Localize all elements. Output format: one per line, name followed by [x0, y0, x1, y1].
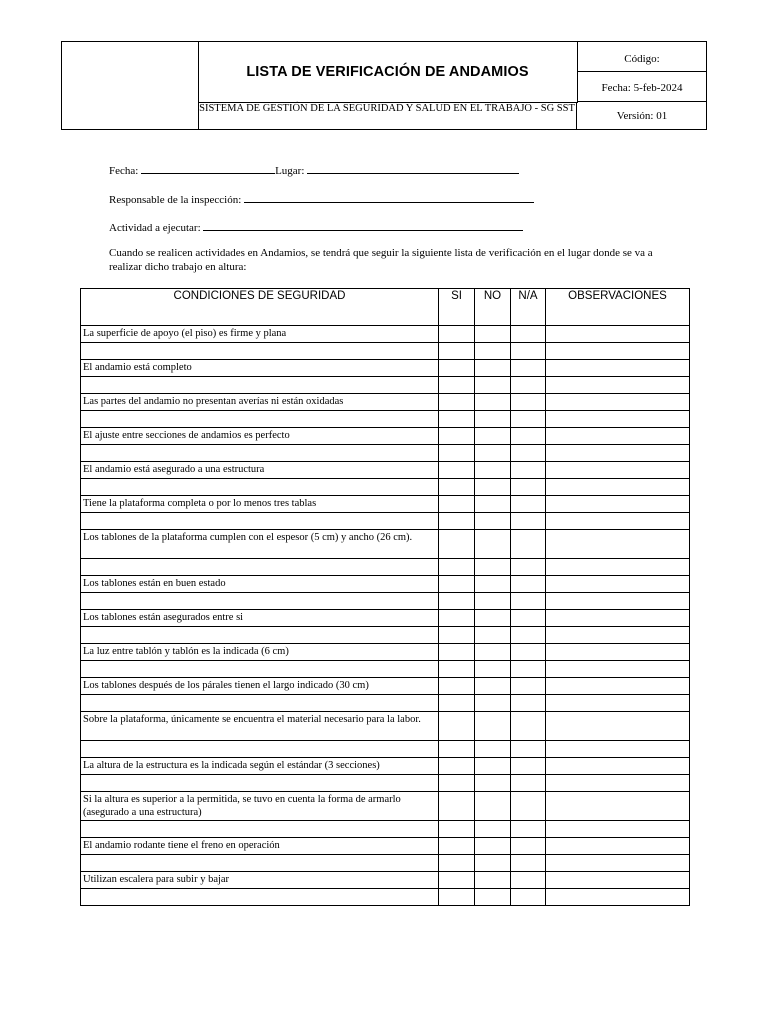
si-cell[interactable] [439, 530, 475, 559]
condition-text: Si la altura es superior a la permitida, se tuvo en cuenta la forma de armarlo (asegurado a una estructura) [81, 792, 439, 821]
condition-text: Las partes del andamio no presentan averías ni están oxidadas [81, 394, 439, 411]
observaciones-extra-cell[interactable] [546, 889, 690, 906]
lugar-input-line[interactable] [307, 163, 519, 174]
no-extra-cell[interactable] [475, 889, 511, 906]
observaciones-extra-cell[interactable] [546, 855, 690, 872]
no-cell[interactable] [475, 530, 511, 559]
document-subtitle: SISTEMA DE GESTIÓN DE LA SEGURIDAD Y SALUD EN EL TRABAJO - SG SST [198, 102, 577, 129]
no-extra-cell[interactable] [475, 695, 511, 712]
condition-extra-cell[interactable] [81, 445, 439, 462]
na-cell[interactable] [511, 644, 546, 661]
na-extra-cell[interactable] [511, 775, 546, 792]
no-extra-cell[interactable] [475, 445, 511, 462]
condition-text: El ajuste entre secciones de andamios es perfecto [81, 428, 439, 445]
table-spacer-row [81, 775, 690, 792]
no-cell[interactable] [475, 758, 511, 775]
observaciones-extra-cell[interactable] [546, 343, 690, 360]
no-cell[interactable] [475, 838, 511, 855]
observaciones-cell[interactable] [546, 872, 690, 889]
condition-text: El andamio rodante tiene el freno en operación [81, 838, 439, 855]
table-spacer-row [81, 559, 690, 576]
condition-extra-cell[interactable] [81, 513, 439, 530]
observaciones-cell[interactable] [546, 712, 690, 741]
na-cell[interactable] [511, 496, 546, 513]
si-cell[interactable] [439, 610, 475, 627]
si-extra-cell[interactable] [439, 821, 475, 838]
na-cell[interactable] [511, 428, 546, 445]
na-extra-cell[interactable] [511, 559, 546, 576]
na-extra-cell[interactable] [511, 479, 546, 496]
na-cell[interactable] [511, 872, 546, 889]
no-cell[interactable] [475, 792, 511, 821]
observaciones-cell[interactable] [546, 644, 690, 661]
no-cell[interactable] [475, 462, 511, 479]
si-cell[interactable] [439, 792, 475, 821]
table-row [81, 644, 690, 661]
title-cell [198, 42, 578, 103]
condition-extra-cell[interactable] [81, 821, 439, 838]
si-extra-cell[interactable] [439, 513, 475, 530]
no-cell[interactable] [475, 428, 511, 445]
condition-text: Sobre la plataforma, únicamente se encuentra el material necesario para la labor. [81, 712, 439, 741]
condition-extra-cell[interactable] [81, 343, 439, 360]
no-extra-cell[interactable] [475, 593, 511, 610]
condition-text: La luz entre tablón y tablón es la indicada (6 cm) [81, 644, 439, 661]
table-spacer-row [81, 411, 690, 428]
si-extra-cell[interactable] [439, 559, 475, 576]
no-extra-cell[interactable] [475, 513, 511, 530]
observaciones-cell[interactable] [546, 394, 690, 411]
si-cell[interactable] [439, 428, 475, 445]
na-cell[interactable] [511, 712, 546, 741]
no-extra-cell[interactable] [475, 855, 511, 872]
table-row [81, 360, 690, 377]
header-no: NO [475, 289, 511, 326]
na-extra-cell[interactable] [511, 411, 546, 428]
observaciones-cell[interactable] [546, 678, 690, 695]
na-extra-cell[interactable] [511, 627, 546, 644]
table-spacer-row [81, 627, 690, 644]
no-extra-cell[interactable] [475, 627, 511, 644]
table-spacer-row [81, 513, 690, 530]
lugar-label: Lugar: [275, 165, 305, 177]
no-cell[interactable] [475, 394, 511, 411]
condition-extra-cell[interactable] [81, 559, 439, 576]
na-extra-cell[interactable] [511, 343, 546, 360]
na-extra-cell[interactable] [511, 593, 546, 610]
actividad-input-line[interactable] [203, 220, 523, 231]
table-row [81, 530, 690, 559]
observaciones-extra-cell[interactable] [546, 627, 690, 644]
fecha-label: Fecha: [109, 165, 139, 177]
si-extra-cell[interactable] [439, 343, 475, 360]
document-title: LISTA DE VERIFICACIÓN DE ANDAMIOS [246, 64, 529, 80]
checklist-body [81, 326, 690, 906]
condition-text: La superficie de apoyo (el piso) es firme y plana [81, 326, 439, 343]
na-cell[interactable] [511, 610, 546, 627]
table-row [81, 872, 690, 889]
si-extra-cell[interactable] [439, 741, 475, 758]
na-cell[interactable] [511, 530, 546, 559]
na-extra-cell[interactable] [511, 445, 546, 462]
header-condiciones: CONDICIONES DE SEGURIDAD [81, 289, 439, 326]
na-extra-cell[interactable] [511, 855, 546, 872]
observaciones-cell[interactable] [546, 326, 690, 343]
table-row [81, 792, 690, 821]
observaciones-cell[interactable] [546, 360, 690, 377]
header-si: SI [439, 289, 475, 326]
na-cell[interactable] [511, 838, 546, 855]
na-cell[interactable] [511, 360, 546, 377]
si-cell[interactable] [439, 462, 475, 479]
responsable-label: Responsable de la inspección: [109, 194, 242, 206]
condition-text: El andamio está asegurado a una estructura [81, 462, 439, 479]
condition-extra-cell[interactable] [81, 627, 439, 644]
table-spacer-row [81, 343, 690, 360]
observaciones-cell[interactable] [546, 428, 690, 445]
actividad-label: Actividad a ejecutar: [109, 222, 201, 234]
observaciones-cell[interactable] [546, 792, 690, 821]
condition-text: Tiene la plataforma completa o por lo menos tres tablas [81, 496, 439, 513]
na-cell[interactable] [511, 678, 546, 695]
condition-extra-cell[interactable] [81, 855, 439, 872]
condition-text: Los tablones están asegurados entre si [81, 610, 439, 627]
si-cell[interactable] [439, 326, 475, 343]
si-cell[interactable] [439, 758, 475, 775]
si-cell[interactable] [439, 496, 475, 513]
si-cell[interactable] [439, 838, 475, 855]
responsable-input-line[interactable] [244, 192, 534, 203]
observaciones-extra-cell[interactable] [546, 559, 690, 576]
table-spacer-row [81, 695, 690, 712]
condition-extra-cell[interactable] [81, 775, 439, 792]
si-cell[interactable] [439, 576, 475, 593]
no-extra-cell[interactable] [475, 343, 511, 360]
no-extra-cell[interactable] [475, 377, 511, 394]
table-row [81, 610, 690, 627]
table-spacer-row [81, 741, 690, 758]
si-extra-cell[interactable] [439, 855, 475, 872]
table-row [81, 678, 690, 695]
condition-text: Utilizan escalera para subir y bajar [81, 872, 439, 889]
na-cell[interactable] [511, 326, 546, 343]
si-extra-cell[interactable] [439, 445, 475, 462]
no-cell[interactable] [475, 678, 511, 695]
no-cell[interactable] [475, 576, 511, 593]
version-field: Versión: 01 [616, 110, 668, 122]
table-spacer-row [81, 889, 690, 906]
header-observaciones: OBSERVACIONES [546, 289, 690, 326]
codigo-field: Código: [578, 42, 706, 72]
table-row [81, 758, 690, 775]
na-extra-cell[interactable] [511, 741, 546, 758]
no-extra-cell[interactable] [475, 411, 511, 428]
no-cell[interactable] [475, 360, 511, 377]
condition-extra-cell[interactable] [81, 889, 439, 906]
na-extra-cell[interactable] [511, 661, 546, 678]
observaciones-cell[interactable] [546, 758, 690, 775]
no-extra-cell[interactable] [475, 821, 511, 838]
si-cell[interactable] [439, 360, 475, 377]
observaciones-extra-cell[interactable] [546, 661, 690, 678]
observaciones-extra-cell[interactable] [546, 513, 690, 530]
observaciones-extra-cell[interactable] [546, 821, 690, 838]
si-extra-cell[interactable] [439, 627, 475, 644]
na-cell[interactable] [511, 576, 546, 593]
na-extra-cell[interactable] [511, 821, 546, 838]
fecha-header-field: Fecha: 5-feb-2024 [578, 72, 706, 102]
na-extra-cell[interactable] [511, 513, 546, 530]
na-cell[interactable] [511, 792, 546, 821]
header-na: N/A [511, 289, 546, 326]
condition-extra-cell[interactable] [81, 479, 439, 496]
si-extra-cell[interactable] [439, 479, 475, 496]
no-cell[interactable] [475, 326, 511, 343]
no-cell[interactable] [475, 712, 511, 741]
table-row [81, 394, 690, 411]
si-extra-cell[interactable] [439, 593, 475, 610]
table-row [81, 462, 690, 479]
condition-extra-cell[interactable] [81, 593, 439, 610]
si-cell[interactable] [439, 678, 475, 695]
si-cell[interactable] [439, 712, 475, 741]
condition-text: Los tablones después de los párales tienen el largo indicado (30 cm) [81, 678, 439, 695]
no-extra-cell[interactable] [475, 559, 511, 576]
observaciones-extra-cell[interactable] [546, 695, 690, 712]
table-spacer-row [81, 377, 690, 394]
no-cell[interactable] [475, 872, 511, 889]
observaciones-cell[interactable] [546, 576, 690, 593]
table-row [81, 712, 690, 741]
condition-extra-cell[interactable] [81, 411, 439, 428]
table-spacer-row [81, 445, 690, 462]
condition-text: Los tablones están en buen estado [81, 576, 439, 593]
table-spacer-row [81, 855, 690, 872]
si-extra-cell[interactable] [439, 775, 475, 792]
document-header [61, 41, 707, 130]
observaciones-extra-cell[interactable] [546, 377, 690, 394]
table-spacer-row [81, 479, 690, 496]
observaciones-extra-cell[interactable] [546, 775, 690, 792]
si-extra-cell[interactable] [439, 661, 475, 678]
si-cell[interactable] [439, 644, 475, 661]
table-spacer-row [81, 661, 690, 678]
si-cell[interactable] [439, 872, 475, 889]
condition-extra-cell[interactable] [81, 695, 439, 712]
checklist-table [80, 288, 690, 906]
intro-paragraph: Cuando se realicen actividades en Andamios, se tendrá que seguir la siguiente lista de verificación en el lugar donde se va a realizar dicho trabajo en altura: [109, 247, 653, 273]
na-cell[interactable] [511, 758, 546, 775]
observaciones-cell[interactable] [546, 462, 690, 479]
no-extra-cell[interactable] [475, 741, 511, 758]
si-extra-cell[interactable] [439, 695, 475, 712]
condition-extra-cell[interactable] [81, 377, 439, 394]
fecha-lugar-line [109, 163, 519, 177]
na-cell[interactable] [511, 394, 546, 411]
observaciones-extra-cell[interactable] [546, 593, 690, 610]
si-extra-cell[interactable] [439, 377, 475, 394]
condition-text: El andamio está completo [81, 360, 439, 377]
no-cell[interactable] [475, 610, 511, 627]
fecha-input-line[interactable] [141, 163, 275, 174]
table-row [81, 496, 690, 513]
table-spacer-row [81, 821, 690, 838]
table-header-row [81, 289, 690, 326]
si-extra-cell[interactable] [439, 889, 475, 906]
condition-extra-cell[interactable] [81, 741, 439, 758]
table-row [81, 576, 690, 593]
si-cell[interactable] [439, 394, 475, 411]
no-extra-cell[interactable] [475, 661, 511, 678]
si-extra-cell[interactable] [439, 411, 475, 428]
condition-text: Los tablones de la plataforma cumplen con el espesor (5 cm) y ancho (26 cm). [81, 530, 439, 559]
no-cell[interactable] [475, 496, 511, 513]
actividad-line [109, 220, 523, 234]
na-extra-cell[interactable] [511, 889, 546, 906]
logo-placeholder [62, 42, 199, 129]
table-spacer-row [81, 593, 690, 610]
observaciones-cell[interactable] [546, 838, 690, 855]
observaciones-extra-cell[interactable] [546, 445, 690, 462]
table-row [81, 838, 690, 855]
observaciones-cell[interactable] [546, 610, 690, 627]
na-extra-cell[interactable] [511, 377, 546, 394]
observaciones-extra-cell[interactable] [546, 411, 690, 428]
responsable-line [109, 192, 534, 206]
no-extra-cell[interactable] [475, 775, 511, 792]
observaciones-cell[interactable] [546, 530, 690, 559]
no-cell[interactable] [475, 644, 511, 661]
na-cell[interactable] [511, 462, 546, 479]
condition-extra-cell[interactable] [81, 661, 439, 678]
no-extra-cell[interactable] [475, 479, 511, 496]
observaciones-extra-cell[interactable] [546, 741, 690, 758]
na-extra-cell[interactable] [511, 695, 546, 712]
table-row [81, 428, 690, 445]
table-row [81, 326, 690, 343]
condition-text: La altura de la estructura es la indicada según el estándar (3 secciones) [81, 758, 439, 775]
observaciones-cell[interactable] [546, 496, 690, 513]
observaciones-extra-cell[interactable] [546, 479, 690, 496]
